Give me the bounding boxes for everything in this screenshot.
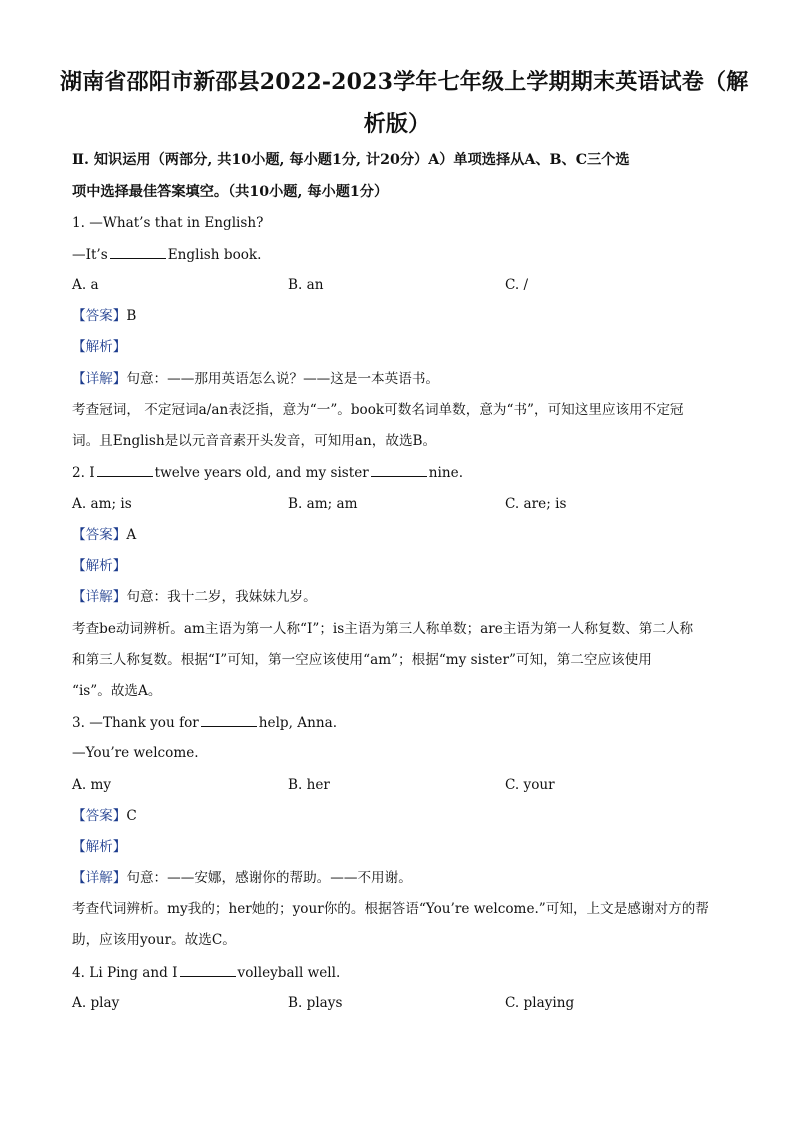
answer-label: 【答案】 <box>72 308 127 324</box>
answer-blank <box>180 964 236 977</box>
question-4-option-a: A. play <box>72 995 120 1011</box>
question-1-explanation-1: 考查冠词， 不定冠词a/an表泛指，意为“一”。book可数名词单数，意为“书”，可知这里应该用不定冠 <box>72 402 684 418</box>
question-4-option-c: C. playing <box>505 995 575 1011</box>
question-1-reply-start: —It’s <box>72 247 108 263</box>
question-1-detail <box>72 371 439 387</box>
section-heading-line-1: Ⅱ. 知识运用（两部分, 共10小题, 每小题1分, 计20分）A）单项选择从A、B、C三个选 <box>72 152 630 168</box>
analysis-label: 【解析】 <box>72 839 127 855</box>
question-2-option-a: A. am; is <box>72 496 132 512</box>
question-1-analysis-label <box>72 339 126 355</box>
answer-label: 【答案】 <box>72 808 127 824</box>
question-2-explanation-2: 和第三人称复数。根据“I”可知，第一空应该使用“am”；根据“my sister”可知，第二空应该使用 <box>72 652 652 668</box>
question-3-option-c: C. your <box>505 777 555 793</box>
question-2-option-b: B. am; am <box>288 496 358 512</box>
question-2-option-c: C. are; is <box>505 496 567 512</box>
answer-blank <box>110 246 166 259</box>
question-3-option-b: B. her <box>288 777 330 793</box>
question-4-stem <box>72 964 340 981</box>
answer-blank <box>97 464 153 477</box>
question-1-option-b: B. an <box>288 277 324 293</box>
question-2-stem <box>72 464 463 481</box>
answer-value: C <box>126 808 137 824</box>
detail-text: 句意：我十二岁，我妹妹九岁。 <box>126 589 317 605</box>
question-1-reply <box>72 246 262 263</box>
document-title-line-2: 析版） <box>363 111 431 137</box>
question-1-reply-end: English book. <box>167 247 262 263</box>
question-4-stem-end: volleyball well. <box>237 965 341 981</box>
question-2-stem-middle: twelve years old, and my sister <box>154 465 369 481</box>
document-title-line-1: 湖南省邵阳市新邵县2022-2023学年七年级上学期期末英语试卷（解 <box>60 69 749 95</box>
answer-blank <box>201 714 257 727</box>
question-3-stem <box>72 714 337 731</box>
question-2-analysis-label <box>72 558 126 574</box>
question-3-explanation-2: 助，应该用your。故选C。 <box>72 932 236 948</box>
analysis-label: 【解析】 <box>72 339 127 355</box>
question-2-detail <box>72 589 317 605</box>
analysis-label: 【解析】 <box>72 558 127 574</box>
detail-text: 句意：——安娜，感谢你的帮助。——不用谢。 <box>126 870 412 886</box>
detail-label: 【详解】 <box>72 870 127 886</box>
question-1-option-a: A. a <box>72 277 99 293</box>
question-2-stem-start: 2. I <box>72 465 95 481</box>
question-4-stem-start: 4. Li Ping and I <box>72 965 178 981</box>
question-3-stem-start: 3. —Thank you for <box>72 715 199 731</box>
question-3-detail <box>72 870 412 886</box>
answer-blank <box>371 464 427 477</box>
question-2-explanation-1: 考查be动词辨析。am主语为第一人称“I”；is主语为第三人称单数；are主语为第一人称复数、第二人称 <box>72 621 694 637</box>
question-4-option-b: B. plays <box>288 995 343 1011</box>
question-3-reply: —You’re welcome. <box>72 745 199 761</box>
question-1-explanation-2: 词。且English是以元音音素开头发音，可知用an，故选B。 <box>72 433 437 449</box>
detail-label: 【详解】 <box>72 371 127 387</box>
question-1-option-c: C. / <box>505 277 529 293</box>
question-3-analysis-label <box>72 839 126 855</box>
question-3-explanation-1: 考查代词辨析。my我的；her她的；your你的。根据答语“You’re welcome.”可知，上文是感谢对方的帮 <box>72 901 709 917</box>
question-3-answer <box>72 808 137 824</box>
question-2-answer <box>72 527 136 543</box>
question-3-option-a: A. my <box>72 777 112 793</box>
question-2-explanation-3: “is”。故选A。 <box>72 683 162 699</box>
answer-value: A <box>126 527 137 543</box>
question-1-stem: 1. —What’s that in English? <box>72 215 264 231</box>
question-3-stem-end: help, Anna. <box>258 715 338 731</box>
detail-label: 【详解】 <box>72 589 127 605</box>
detail-text: 句意：——那用英语怎么说？——这是一本英语书。 <box>126 371 440 387</box>
section-heading-line-2: 项中选择最佳答案填空。（共10小题, 每小题1分） <box>72 184 389 200</box>
answer-label: 【答案】 <box>72 527 127 543</box>
answer-value: B <box>126 308 137 324</box>
question-1-answer <box>72 308 136 324</box>
question-2-stem-end: nine. <box>428 465 464 481</box>
